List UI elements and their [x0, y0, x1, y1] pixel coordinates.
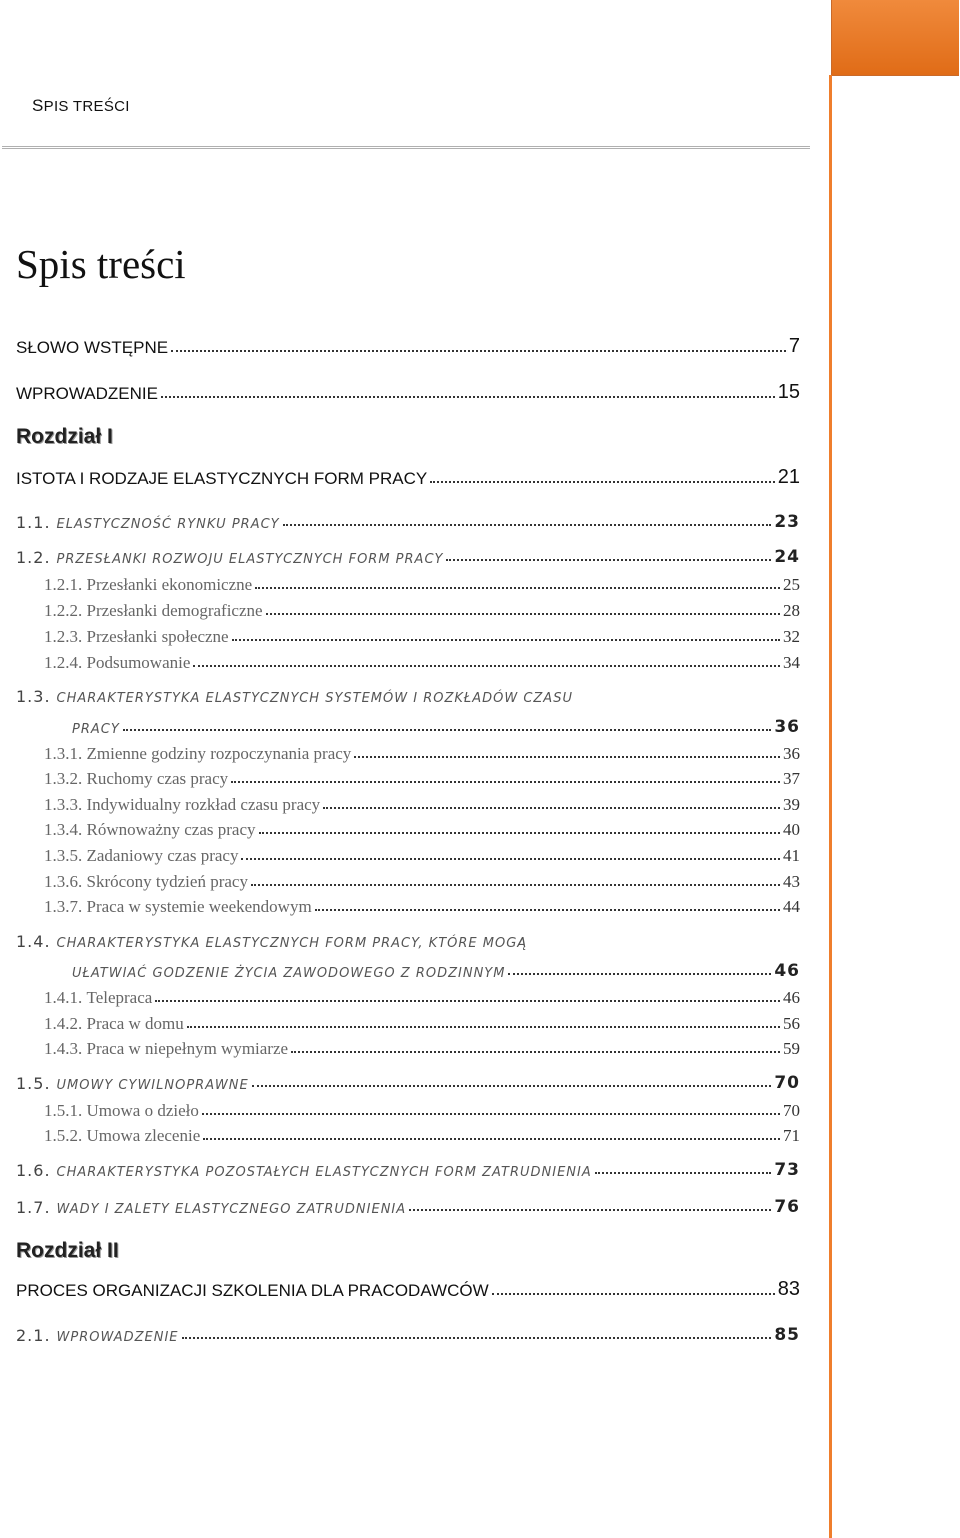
- header-accent-tab: [831, 0, 959, 76]
- toc-entry-number: 1.3.: [16, 687, 51, 706]
- toc-entry[interactable]: [16, 1319, 800, 1345]
- toc-entry[interactable]: [44, 891, 800, 917]
- toc-entry-title: CHARAKTERYSTYKA ELASTYCZNYCH FORM PRACY, KTÓRE MOGĄ: [56, 936, 528, 951]
- toc-leader: [155, 1000, 780, 1002]
- toc-entry-title: WADY I ZALETY ELASTYCZNEGO ZATRUDNIENIA: [56, 1202, 407, 1217]
- toc-entry-number: 1.3.5.: [44, 846, 83, 865]
- toc-page-number: 70: [783, 1101, 800, 1120]
- toc-leader: [161, 396, 775, 398]
- running-header-rest: PIS TREŚCI: [43, 98, 130, 115]
- toc-leader: [508, 973, 771, 975]
- running-header: [32, 96, 130, 116]
- toc-entry-number: 1.4.3.: [44, 1039, 83, 1058]
- toc-page-number: 36: [783, 744, 800, 763]
- toc-entry-title: Równoważny czas pracy: [86, 820, 256, 839]
- toc-page-number: 46: [783, 988, 800, 1007]
- toc-entry-number: 1.3.2.: [44, 769, 83, 788]
- toc-entry-number: 1.4.: [16, 932, 51, 951]
- toc-entry-title: WPROWADZENIE: [56, 1330, 179, 1345]
- toc-entry[interactable]: [44, 982, 800, 1008]
- toc-entry[interactable]: [44, 866, 800, 892]
- toc-page-number: 71: [783, 1126, 800, 1145]
- toc-page-number: 76: [774, 1197, 800, 1217]
- toc-page-number: 15: [777, 381, 800, 403]
- toc-entry-number: 1.4.2.: [44, 1014, 83, 1033]
- toc-entry-number: 1.3.7.: [44, 897, 83, 916]
- toc-entry-number: 1.3.4.: [44, 820, 83, 839]
- header-rule: [2, 146, 810, 149]
- toc-entry-number: 1.3.3.: [44, 795, 83, 814]
- toc-entry-title: CHARAKTERYSTYKA POZOSTAŁYCH ELASTYCZNYCH FORM ZATRUDNIENIA: [56, 1165, 592, 1180]
- toc-entry-number: 1.6.: [16, 1161, 51, 1180]
- toc-entry[interactable]: [44, 621, 800, 647]
- toc-entry-number: 1.5.1.: [44, 1101, 83, 1120]
- toc-entry[interactable]: [16, 680, 800, 706]
- toc-entry[interactable]: [44, 647, 800, 673]
- toc-page-number: 32: [783, 627, 800, 646]
- toc-leader: [323, 807, 780, 809]
- toc-page-number: 28: [783, 601, 800, 620]
- toc-page-number: 23: [774, 512, 800, 532]
- toc-entry-title: Przesłanki demograficzne: [86, 601, 263, 620]
- toc-entry-title: PRZESŁANKI ROZWOJU ELASTYCZNYCH FORM PRACY: [56, 552, 444, 567]
- toc-entry[interactable]: [44, 789, 800, 815]
- toc-entry-title: Praca w domu: [86, 1014, 184, 1033]
- toc-page-number: 7: [788, 335, 800, 357]
- toc-entry-number: 1.2.1.: [44, 575, 83, 594]
- toc-entry-title: UMOWY CYWILNOPRAWNE: [56, 1078, 249, 1093]
- toc-entry[interactable]: [44, 1033, 800, 1059]
- toc-leader: [171, 350, 786, 352]
- toc-page-number: 21: [777, 466, 800, 488]
- toc-leader: [283, 524, 772, 526]
- toc-leader: [232, 639, 780, 641]
- toc-page-number: 85: [774, 1325, 800, 1345]
- toc-entry-title: CHARAKTERYSTYKA ELASTYCZNYCH SYSTEMÓW I ROZKŁADÓW CZASU: [56, 691, 573, 706]
- toc-entry-title: Praca w niepełnym wymiarze: [86, 1039, 289, 1058]
- toc-entry-number: 1.2.3.: [44, 627, 83, 646]
- toc-page-number: 36: [774, 717, 800, 737]
- toc-entry-number: 1.5.2.: [44, 1126, 83, 1145]
- toc-entry[interactable]: [16, 378, 800, 404]
- toc-entry-title: Zadaniowy czas pracy: [86, 846, 239, 865]
- chapter-heading: Rozdział I: [16, 425, 113, 448]
- toc-page-number: 25: [783, 575, 800, 594]
- toc-leader: [202, 1113, 780, 1115]
- toc-page-number: 44: [783, 897, 800, 916]
- toc-leader: [595, 1172, 772, 1174]
- toc-entry-number: 1.4.1.: [44, 988, 83, 1007]
- toc-leader: [123, 729, 772, 731]
- toc-page-number: 56: [783, 1014, 800, 1033]
- toc-entry-title: Zmienne godziny rozpoczynania pracy: [86, 744, 352, 763]
- toc-leader: [193, 665, 780, 667]
- toc-leader: [259, 832, 781, 834]
- running-header-initial: S: [32, 96, 44, 115]
- toc-entry-number: 1.3.6.: [44, 872, 83, 891]
- toc-page-number: 24: [774, 547, 800, 567]
- toc-entry-title: PRACY: [72, 722, 120, 737]
- toc-leader: [187, 1026, 780, 1028]
- toc-leader: [315, 909, 780, 911]
- toc-entry-number: 1.1.: [16, 513, 51, 532]
- toc-entry-number: 1.7.: [16, 1198, 51, 1217]
- toc-entry-title: Skrócony tydzień pracy: [86, 872, 248, 891]
- toc-entry-number: 1.2.4.: [44, 653, 83, 672]
- toc-page-number: 73: [774, 1160, 800, 1180]
- page-title: Spis treści: [16, 241, 186, 287]
- toc-entry-title: Praca w systemie weekendowym: [86, 897, 312, 916]
- toc-entry[interactable]: [44, 595, 800, 621]
- chapter-heading: Rozdział II: [16, 1239, 119, 1262]
- toc-entry[interactable]: [16, 925, 800, 951]
- toc-page-number: 70: [774, 1073, 800, 1093]
- toc-entry[interactable]: [44, 738, 800, 764]
- toc-entry-number: 1.2.2.: [44, 601, 83, 620]
- toc-entry[interactable]: [44, 1008, 800, 1034]
- toc-entry-number: 1.3.1.: [44, 744, 83, 763]
- toc-leader: [354, 756, 780, 758]
- toc-entry-title: SŁOWO WSTĘPNE: [16, 338, 169, 357]
- toc-leader: [266, 613, 780, 615]
- toc-entry[interactable]: [16, 1067, 800, 1093]
- toc-page-number: 59: [783, 1039, 800, 1058]
- toc-entry-title: Przesłanki społeczne: [86, 627, 229, 646]
- toc-leader: [241, 858, 780, 860]
- page-margin-rule: [829, 75, 832, 1538]
- toc-entry-title: Podsumowanie: [86, 653, 191, 672]
- toc-entry-number: 2.1.: [16, 1326, 51, 1345]
- toc-entry[interactable]: [16, 1275, 800, 1301]
- toc-leader: [252, 1085, 772, 1087]
- toc-entry[interactable]: [44, 763, 800, 789]
- toc-leader: [231, 781, 780, 783]
- toc-entry-title: Telepraca: [86, 988, 153, 1007]
- toc-entry[interactable]: [44, 569, 800, 595]
- toc-entry-title: WPROWADZENIE: [16, 384, 158, 403]
- toc-page-number: 41: [783, 846, 800, 865]
- toc-entry[interactable]: [16, 541, 800, 567]
- toc-leader: [409, 1209, 771, 1211]
- toc-entry-title: PROCES ORGANIZACJI SZKOLENIA DLA PRACODAWCÓW: [16, 1281, 489, 1300]
- toc-entry[interactable]: [44, 840, 800, 866]
- toc-entry[interactable]: [16, 463, 800, 489]
- toc-entry[interactable]: [44, 1120, 800, 1146]
- toc-entry-title: UŁATWIAĆ GODZENIE ŻYCIA ZAWODOWEGO Z RODZINNYM: [72, 966, 506, 981]
- toc-entry-title: Umowa o dzieło: [86, 1101, 199, 1120]
- toc-entry-title: Przesłanki ekonomiczne: [86, 575, 253, 594]
- toc-entry[interactable]: [16, 1154, 800, 1180]
- toc-entry[interactable]: [44, 814, 800, 840]
- toc-entry-title: ISTOTA I RODZAJE ELASTYCZNYCH FORM PRACY: [16, 469, 428, 488]
- toc-entry[interactable]: [44, 1095, 800, 1121]
- toc-page-number: 34: [783, 653, 800, 672]
- toc-page-number: 43: [783, 872, 800, 891]
- toc-leader: [251, 884, 780, 886]
- toc-entry-title: Umowa zlecenie: [86, 1126, 201, 1145]
- toc-entry-continuation[interactable]: [72, 955, 800, 981]
- toc-entry-title: ELASTYCZNOŚĆ RYNKU PRACY: [56, 517, 280, 532]
- toc-entry-title: Indywidualny rozkład czasu pracy: [86, 795, 321, 814]
- toc-page-number: 46: [774, 961, 800, 981]
- toc-leader: [430, 481, 775, 483]
- toc-leader: [182, 1337, 772, 1339]
- toc-entry-number: 1.2.: [16, 548, 51, 567]
- toc-page-number: 83: [777, 1278, 800, 1300]
- toc-page-number: 39: [783, 795, 800, 814]
- toc-entry[interactable]: [16, 1191, 800, 1217]
- toc-entry[interactable]: [16, 506, 800, 532]
- toc-entry[interactable]: [16, 332, 800, 358]
- toc-leader: [291, 1051, 780, 1053]
- toc-page-number: 40: [783, 820, 800, 839]
- toc-entry-title: Ruchomy czas pracy: [86, 769, 229, 788]
- toc-entry-continuation[interactable]: [72, 711, 800, 737]
- toc-leader: [492, 1293, 775, 1295]
- toc-leader: [446, 559, 771, 561]
- toc-entry-number: 1.5.: [16, 1074, 51, 1093]
- toc-leader: [203, 1138, 780, 1140]
- toc-leader: [255, 587, 780, 589]
- toc-page-number: 37: [783, 769, 800, 788]
